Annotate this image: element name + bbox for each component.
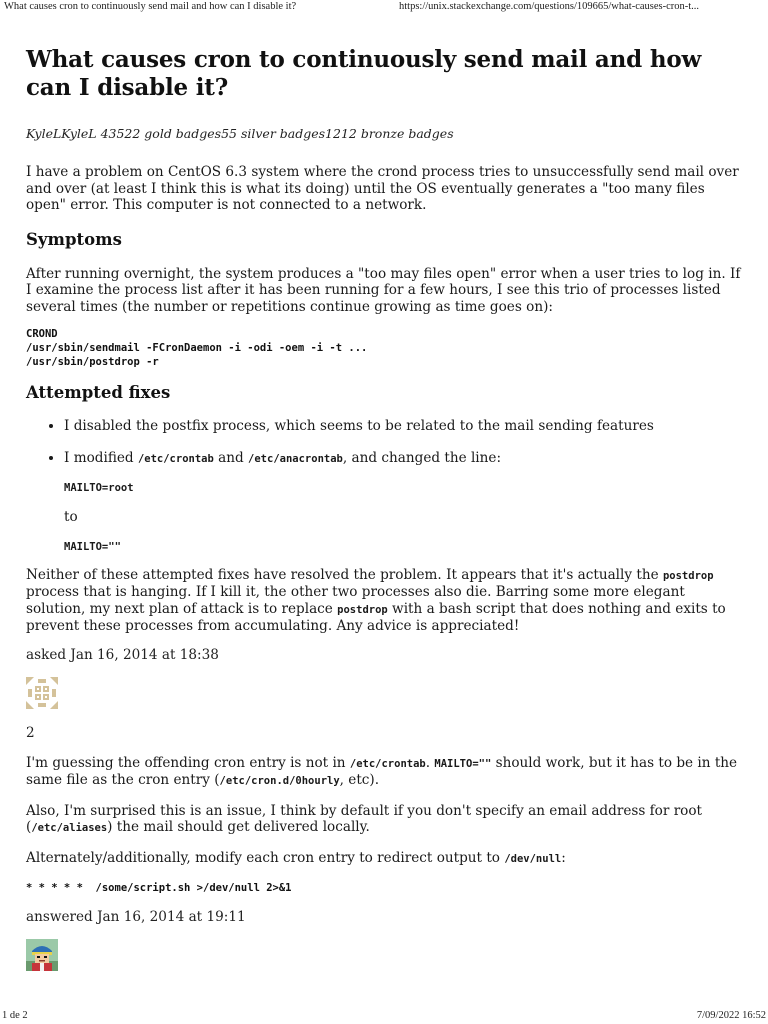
answer-paragraph-1 (26, 755, 742, 790)
page-number: 1 de 2 (2, 1010, 28, 1021)
neither-text-a: Neither of these attempted fixes have resolved the problem. It appears that it's actually the (26, 566, 663, 583)
print-header (0, 0, 768, 18)
mailto-before-code: MAILTO=root (64, 482, 134, 494)
answer-devnull-path: /dev/null (504, 852, 562, 865)
answer-p2-text-a: Also, I'm surprised this is an issue, I think by default if you don't specify an email address for root ( (26, 802, 703, 835)
symptoms-text: After running overnight, the system produces a "too may files open" error when a user tries to log in. If I examine the process list after it has been running for a few hours, I see this trio of processes listed several times (the number or repetitions continue growing as time goes on): (26, 265, 741, 315)
answer-hourly-path: /etc/cron.d/0hourly (219, 775, 340, 787)
answer-aliases-path: /etc/aliases (31, 822, 108, 834)
to-word: to (64, 509, 78, 525)
fix-item-2 (64, 450, 742, 554)
answered-timestamp: answered Jan 16, 2014 at 19:11 (26, 909, 246, 925)
answer-p1-text-c: should work, but it has to be in the same file as the cron entry ( (26, 754, 738, 788)
symptoms-heading: Symptoms (26, 229, 122, 249)
question-intro: I have a problem on CentOS 6.3 system where the crond process tries to unsuccessfully send mail over and over (at least I think this is what its doing) until the OS eventually generates a "too many files open" error. This computer is not connected to a network. (26, 164, 739, 213)
question-title: What causes cron to continuously send mail and how can I disable it? (26, 46, 702, 101)
print-header-url: https://unix.stackexchange.com/questions/109665/what-causes-cron-t... (399, 1, 700, 12)
print-header-title: What causes cron to continuously send mail and how can I disable it? (4, 1, 297, 12)
author-line: KyleLKyleL 43522 gold badges55 silver badges1212 bronze badges (26, 126, 454, 141)
cartoon-avatar-icon[interactable] (26, 939, 58, 971)
process-list-code: CROND /usr/sbin/sendmail -FCronDaemon -i -odi -oem -i -t ... /usr/sbin/postdrop -r (26, 328, 368, 368)
answer-p3-text-b: : (561, 849, 566, 866)
neither-paragraph (26, 567, 742, 635)
answer-mailto-code: MAILTO="" (434, 757, 492, 770)
identicon-svg (26, 677, 58, 709)
anacrontab-path: /etc/anacrontab (248, 452, 343, 465)
fix-item-2-text-a: I modified (64, 449, 138, 466)
fixes-list (26, 418, 742, 554)
crontab-path: /etc/crontab (137, 452, 214, 465)
answer-paragraph-3 (26, 850, 742, 868)
print-footer (0, 1010, 768, 1024)
identicon-avatar-icon[interactable] (26, 677, 58, 709)
mailto-change (64, 481, 742, 554)
fix-item-1-text: I disabled the postfix process, which seems to be related to the mail sending features (64, 418, 654, 434)
neither-text-c: with a bash script that does nothing and exits to prevent these processes from accumulating. Any advice is appreciated! (26, 600, 726, 634)
asked-timestamp: asked Jan 16, 2014 at 18:38 (26, 646, 219, 663)
answer-p1-text-d: , etc). (339, 772, 380, 788)
page-content (26, 46, 742, 971)
neither-text-b: process that is hanging. If I kill it, the other two processes also die. Barring some more elegant solution, my next plan of attack is to replace (26, 584, 685, 617)
cartoon-avatar-svg (26, 939, 58, 971)
fix-item-1 (64, 418, 742, 435)
print-datetime: 7/09/2022 16:52 (696, 1010, 766, 1021)
postdrop-code-2: postdrop (337, 603, 388, 616)
fix-item-2-text-b: and (213, 449, 249, 466)
answer-vote-count: 2 (26, 724, 35, 741)
fix-item-2-text-c: , and changed the line: (342, 449, 502, 466)
answer-p2-text-b: ) the mail should get delivered locally. (107, 819, 370, 835)
cron-redirect-code: * * * * * /some/script.sh >/dev/null 2>&1 (26, 882, 292, 894)
answer-paragraph-2 (26, 803, 742, 837)
fixes-heading: Attempted fixes (26, 383, 171, 402)
postdrop-code-1: postdrop (662, 569, 714, 582)
answer-p1-text-b: . (425, 754, 435, 771)
answer-crontab-path: /etc/crontab (349, 757, 426, 770)
answer-p3-text-a: Alternately/additionally, modify each cron entry to redirect output to (26, 849, 505, 866)
answer-p1-text-a: I'm guessing the offending cron entry is not in (26, 754, 350, 771)
mailto-after-code: MAILTO="" (64, 540, 121, 553)
